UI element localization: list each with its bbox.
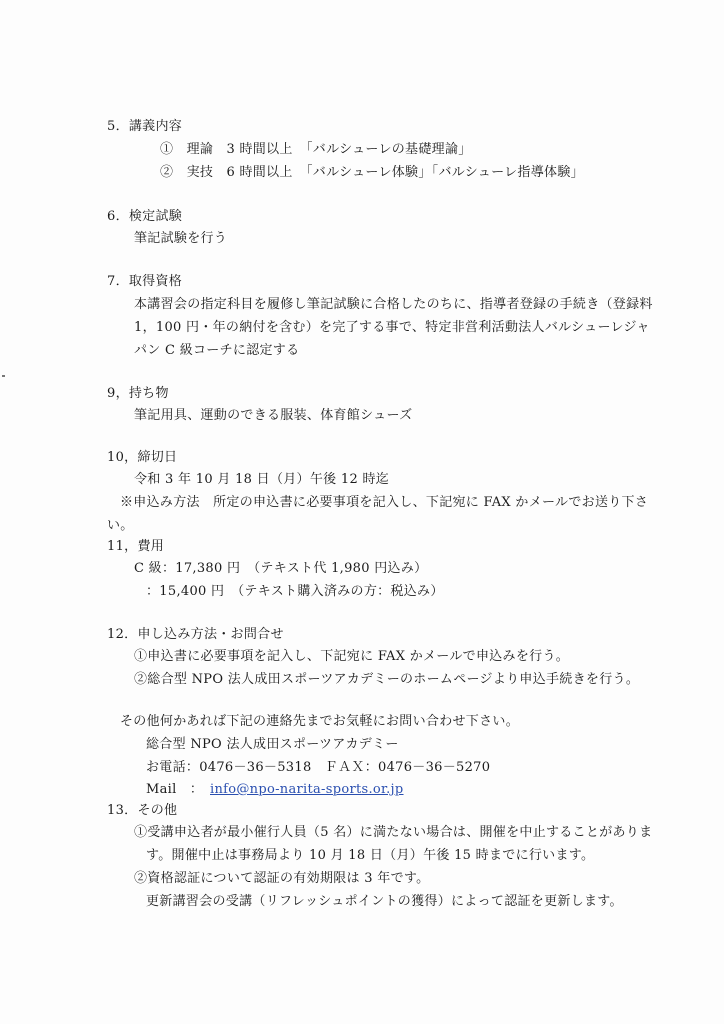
section-7-heading: 7．取得資格 <box>107 274 183 289</box>
section-5-item-1: ① 理論 3 時間以上 「バルシューレの基礎理論」 <box>160 142 472 157</box>
section-7-line-2: 1，100 円・年の納付を含む）を完了する事で、特定非営利活動法人バルシューレジャ <box>134 320 650 335</box>
section-7-line-1: 本講習会の指定科目を履修し筆記試験に合格したのちに、指導者登録の手続き（登録料 <box>134 297 653 312</box>
contact-mail-label: Mail ： <box>146 782 204 797</box>
section-13-item-2-line-2: 更新講習会の受講（リフレッシュポイントの獲得）によって認証を更新します。 <box>146 894 623 909</box>
section-5-item-2: ② 実技 6 時間以上 「バルシューレ体験」「バルシューレ指導体験」 <box>160 165 584 180</box>
contact-phone-fax: お電話：0476－36－5318 ＦＡＸ：0476－36－5270 <box>146 760 491 775</box>
section-12-item-1: ①申込書に必要事項を記入し、下記宛に FAX かメールで申込みを行う。 <box>134 649 570 664</box>
section-13-item-1-line-1: ①受講申込者が最小催行人員（5 名）に満たない場合は、開催を中止することがありま <box>134 825 653 840</box>
application-method-line-2: い。 <box>107 518 134 533</box>
contact-mail-link[interactable]: info@npo-narita-sports.or.jp <box>210 782 404 797</box>
section-11-heading: 11，費用 <box>107 539 165 554</box>
section-6-heading: 6．検定試験 <box>107 209 183 224</box>
scan-mark <box>2 375 5 377</box>
section-9-heading: 9，持ち物 <box>107 386 169 401</box>
section-7-line-3: パン C 級コーチに認定する <box>134 343 300 358</box>
section-6-body: 筆記試験を行う <box>134 231 228 246</box>
deadline-date: 令和 3 年 10 月 18 日（月）午後 12 時迄 <box>134 472 390 487</box>
section-12-item-2: ②総合型 NPO 法人成田スポーツアカデミーのホームページより申込手続きを行う。 <box>134 672 640 687</box>
section-5-heading: 5．講義内容 <box>107 119 183 134</box>
section-10-heading: 10，締切日 <box>107 450 178 465</box>
section-13-item-1-line-2: す。開催中止は事務局より 10 月 18 日（月）午後 15 時までに行います。 <box>146 848 595 863</box>
section-13-item-2-line-1: ②資格認証について認証の有効期限は 3 年です。 <box>134 871 430 886</box>
section-12-heading: 12．申し込み方法・お問合せ <box>107 627 284 642</box>
section-9-body: 筆記用具、運動のできる服装、体育館シューズ <box>134 408 413 423</box>
fee-line-1: C 級：17,380 円 （テキスト代 1,980 円込み） <box>134 561 428 576</box>
contact-organization: 総合型 NPO 法人成田スポーツアカデミー <box>146 737 399 752</box>
application-method-line-1: ※申込み方法 所定の申込書に必要事項を記入し、下記宛に FAX かメールでお送り下さ <box>120 495 649 510</box>
section-13-heading: 13．その他 <box>107 803 178 818</box>
contact-intro: その他何かあれば下記の連絡先までお気軽にお問い合わせ下さい。 <box>120 714 520 729</box>
fee-line-2: ：15,400 円 （テキスト購入済みの方：税込み） <box>146 584 444 599</box>
